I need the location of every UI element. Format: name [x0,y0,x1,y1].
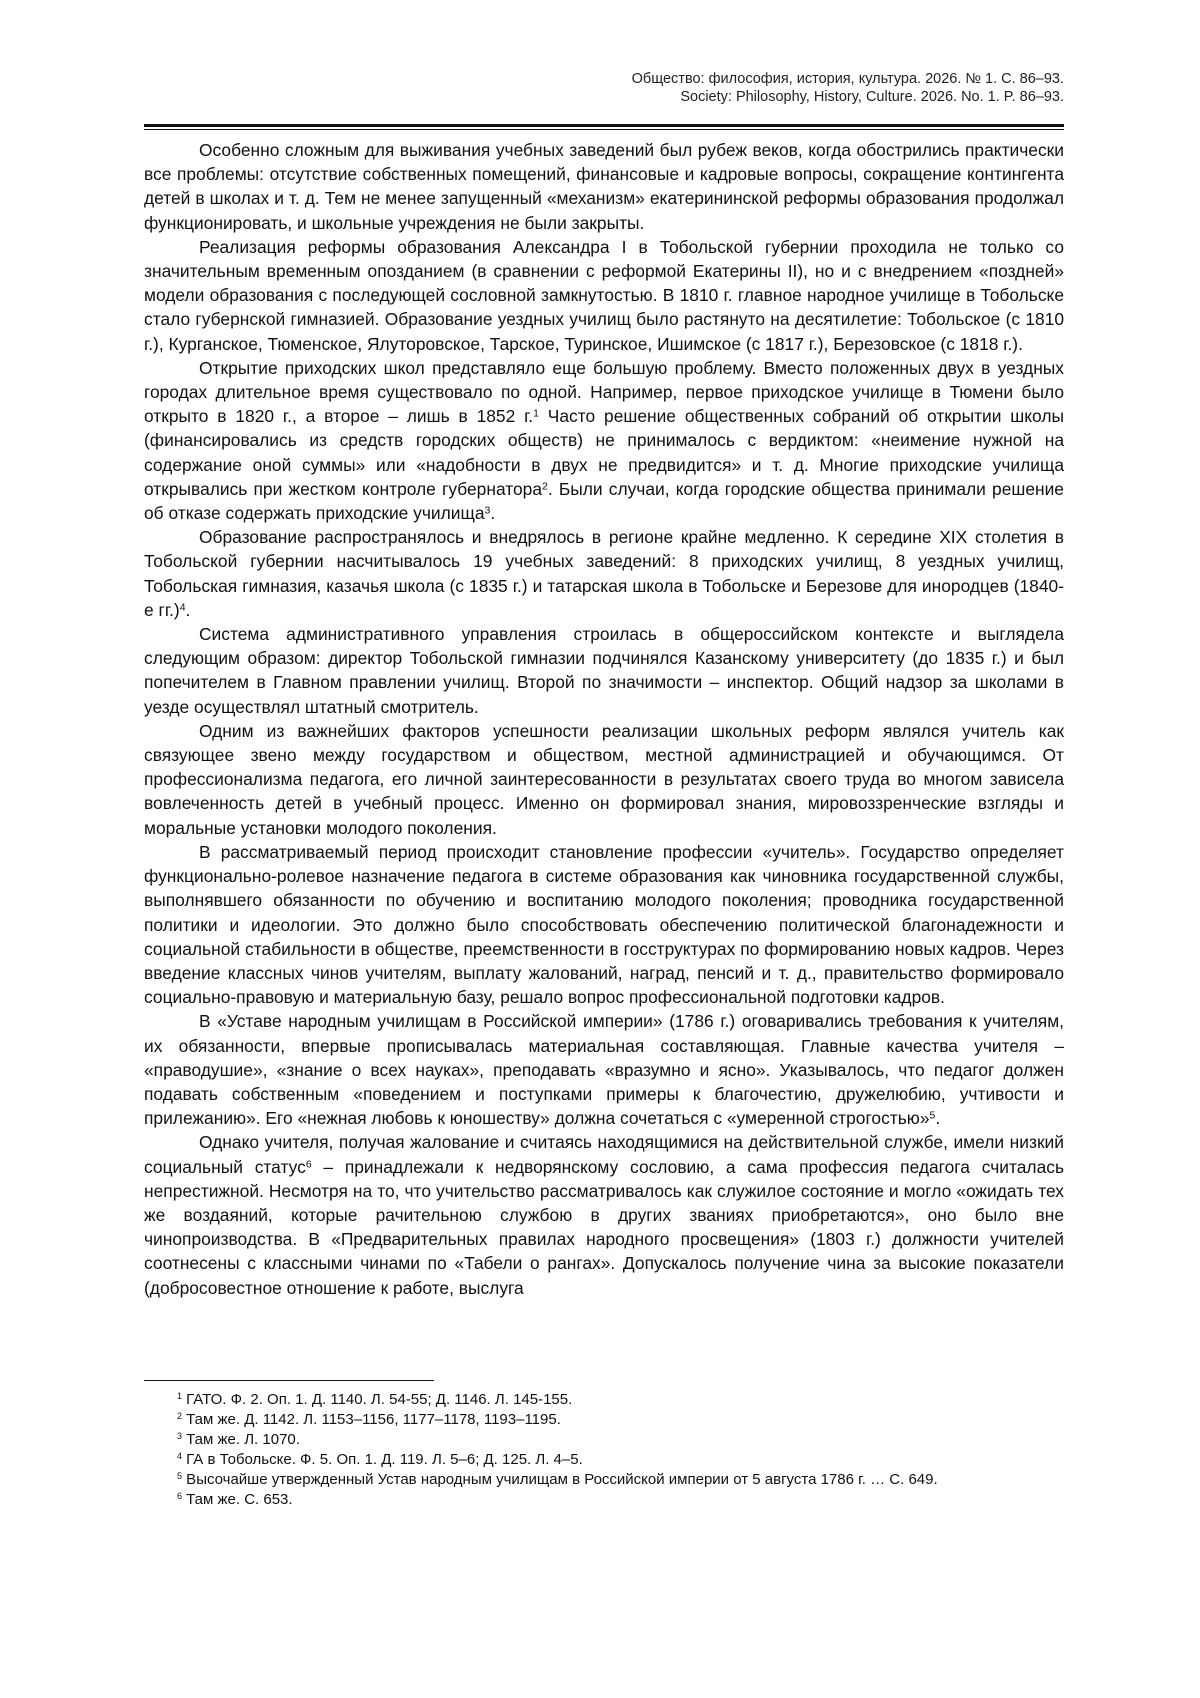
footnote-ref-4[interactable]: 4 [179,602,186,614]
footnote-separator [144,1380,434,1381]
footnote-3 [144,1430,1064,1450]
footnote-4 [144,1450,1064,1470]
running-head-en: Society: Philosophy, History, Culture. 2026. No. 1. P. 86–93. [680,89,1064,105]
paragraph-2: Реализация реформы образования Александра I в Тобольской губернии проходила не только со значительным временным опозданием (в сравнении с реформой Екатерины II), но и с внедрением «поздней» модели образования с последующей сословной замкнутостью. В 1810 г. главное народное училище в Тобольске стало губернской гимназией. Образование уездных училищ было растянуто на десятилетие: Тобольское (с 1810 г.), Курганское, Тюменское, Ялуторовское, Тарское, Туринское, Ишимское (с 1817 г.), Березовское (с 1818 г.). [144,236,1064,354]
paragraph-4-text-1: Образование распространялось и внедрялось в регионе крайне медленно. К середине XIX столетия в Тобольской губернии насчитывалось 19 учебных заведений: 8 приходских училищ, 8 уездных училищ, Тобольская гимназия, казачья школа (с 1835 г.) и татарская школа в Тобольске и Березове для инородцев (1840-е гг.) [144,527,1064,620]
running-head [124,70,1064,106]
footnote-text: Высочайше утвержденный Устав народным училищам в Российской империи от 5 августа 1786 г. … С. 649. [182,1471,938,1488]
footnote-text: Там же. Л. 1070. [182,1431,300,1448]
footnote-number: 6 [177,1491,183,1502]
footnote-text: ГА в Тобольске. Ф. 5. Оп. 1. Д. 119. Л. 5–6; Д. 125. Л. 4–5. [182,1451,583,1468]
footnote-6 [144,1490,1064,1510]
footnote-ref-5[interactable]: 5 [929,1110,936,1122]
paragraph-3-text-4: . [490,503,496,524]
footnote-text: ГАТО. Ф. 2. Оп. 1. Д. 1140. Л. 54-55; Д. 1146. Л. 145-155. [182,1391,573,1408]
footnote-5 [144,1470,1064,1490]
footnote-number: 3 [177,1431,183,1442]
paragraph-7: В рассматриваемый период происходит становление профессии «учитель». Государство определяет функционально-ролевое назначение педагога в системе образования как чиновника государственной службы, выполнявшего обязанности по обучению и воспитанию молодого поколения; проводника государственной политики и идеологии. Это должно было способствовать обеспечению политической благонадежности и социальной стабильности в обществе, преемственности в госструктурах по формированию новых кадров. Через введение классных чинов учителям, выплату жалований, наград, пенсий и т. д., правительство формировало социально-правовую и материальную базу, решало вопрос профессиональной подготовки кадров. [144,841,1064,1008]
footnote-2 [144,1410,1064,1430]
paragraph-4-text-2: . [185,599,191,620]
footnote-ref-2[interactable]: 2 [542,481,548,493]
paragraph-3-text-2: Часто решение общественных собраний об открытии школы (финансировались из средств городских обществ) не принималось с вердиктом: «неимение нужной на содержание оной суммы» или «надобности в двух не предвидится» и т. д. Многие приходские училища открывались при жестком контроле губернатора [144,406,1064,499]
footnote-text: Там же. Д. 1142. Л. 1153–1156, 1177–1178, 1193–1195. [182,1411,561,1428]
footnote-ref-3[interactable]: 3 [484,505,491,517]
header-double-rule [144,124,1064,130]
footnote-number: 1 [177,1391,183,1402]
paragraph-1: Особенно сложным для выживания учебных заведений был рубеж веков, когда обострились практически все проблемы: отсутствие собственных помещений, финансовые и кадровые вопросы, сокращение контингента детей в школах и т. д. Тем не менее запущенный «механизм» екатерининской реформы образования продолжал функционировать, и школьные учреждения не были закрыты. [144,140,1064,233]
paragraph-8 [144,1009,1064,1130]
footnote-ref-6[interactable]: 6 [305,1158,312,1170]
paragraph-8-text-2: . [935,1108,941,1129]
footnote-text: Там же. С. 653. [182,1491,293,1508]
article-body [144,138,1064,1300]
footnote-1 [144,1390,1064,1410]
paragraph-4 [144,525,1064,622]
footnote-ref-1[interactable]: 1 [533,408,539,420]
footnotes [144,1390,1064,1510]
footnote-number: 4 [177,1451,183,1462]
paragraph-8-text-1: В «Уставе народным училищам в Российской империи» (1786 г.) оговаривались требования к учителям, их обязанности, впервые прописывалась материальная составляющая. Главные качества учителя – «праводушие», «знание о всех науках», преподавать «вразумно и ясно». Указывалось, что педагог должен подавать собственным «поведением и поступками примеры к благочестию, дружелюбию, учтивости и прилежанию». Его «нежная любовь к юношеству» должна сочетаться с «умеренной строгостью» [144,1011,1064,1129]
paragraph-3-text-3: . Были случаи, когда городские общества принимали решение об отказе содержать приходские училища [144,478,1064,524]
paragraph-3 [144,356,1064,525]
footnote-number: 5 [177,1471,183,1482]
paragraph-9-text-2: – принадлежали к недворянскому сословию, а сама профессия педагога считалась непрестижной. Несмотря на то, что учительство рассматривалось как служилое состояние и могло «ожидать тех же воздаяний, которые рачительною службою в других званиях приобретаются», оно было вне чинопроизводства. В «Предварительных правилах народного просвещения» (1803 г.) должности учителей соотнесены с классными чинами по «Табели о рангах». Допускалось получение чина за высокие показатели (добросовестное отношение к работе, выслуга [144,1156,1064,1298]
paragraph-3-text-1: Открытие приходских школ представляло еще большую проблему. Вместо положенных двух в уездных городах длительное время существовало по одной. Например, первое приходское училище в Тюмени было открыто в 1820 г., а второе – лишь в 1852 г. [144,357,1064,427]
footnote-number: 2 [177,1411,183,1422]
running-head-ru: Общество: философия, история, культура. 2026. № 1. С. 86–93. [631,71,1064,87]
paragraph-6: Одним из важнейших факторов успешности реализации школьных реформ являлся учитель как связующее звено между государством и обществом, местной администрацией и обучающимся. От профессионализма педагога, его личной заинтересованности в результатах своего труда во многом зависела вовлеченность детей в учебный процесс. Именно он формировал знания, мировоззренческие взгляды и моральные установки молодого поколения. [144,720,1064,838]
paragraph-5: Система административного управления строилась в общероссийском контексте и выглядела следующим образом: директор Тобольской гимназии подчинялся Казанскому университету (до 1835 г.) и был попечителем в Главном правлении училищ. Второй по значимости – инспектор. Общий надзор за школами в уезде осуществлял штатный смотритель. [144,624,1064,717]
paragraph-9 [144,1130,1064,1299]
paragraph-9-text-1: Однако учителя, получая жалование и считаясь находящимися на действительной службе, имели низкий социальный статус [144,1132,1064,1177]
